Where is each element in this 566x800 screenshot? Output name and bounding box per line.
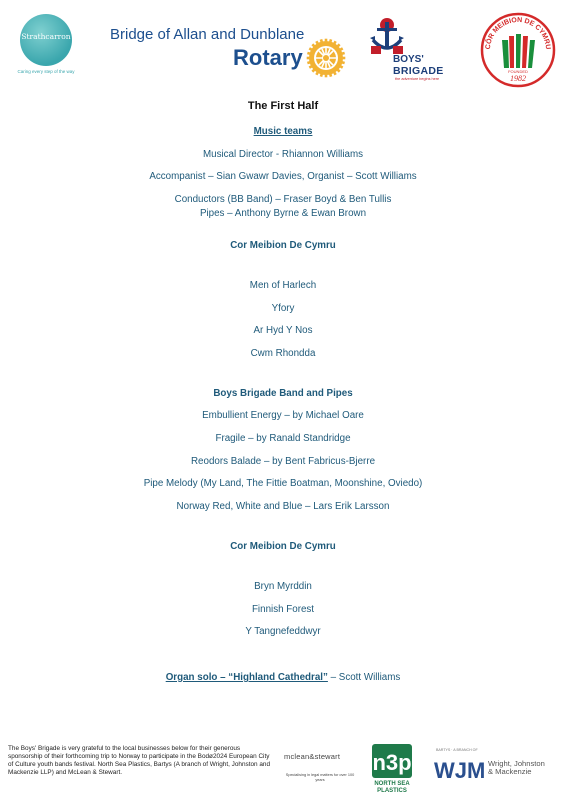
anchor-icon bbox=[367, 16, 407, 56]
cor-founded: FOUNDED bbox=[508, 69, 528, 74]
organ-solo-label: Organ solo – “Highland Cathedral” bbox=[165, 672, 328, 683]
svg-text:n3p: n3p bbox=[372, 750, 412, 775]
strathcarron-subtitle: Caring every step of the way bbox=[17, 69, 75, 74]
nsp-line1: NORTH SEA bbox=[374, 781, 410, 787]
boys-brigade-logo bbox=[367, 16, 455, 84]
conductors: Conductors (BB Band) – Fraser Boyd & Ben Tullis bbox=[174, 194, 392, 205]
svg-text:WJM: WJM bbox=[434, 758, 486, 782]
mclean-stewart-logo bbox=[284, 752, 356, 783]
organ-solo-performer: – Scott Williams bbox=[327, 672, 401, 683]
list-item: Embullient Energy – by Michael Oare bbox=[202, 410, 364, 421]
cor-heading-1: Cor Meibion De Cymru bbox=[230, 240, 336, 251]
wjm-logo bbox=[432, 748, 560, 788]
list-item: Yfory bbox=[271, 303, 295, 314]
strathcarron-logo bbox=[14, 14, 78, 78]
list-item: Bryn Myrddin bbox=[254, 581, 312, 592]
cor-year: 1982 bbox=[510, 74, 526, 83]
rotary-wordmark: Rotary bbox=[233, 45, 303, 70]
rotary-club-name: Bridge of Allan and Dunblane bbox=[110, 26, 305, 43]
list-item: Norway Red, White and Blue – Lars Erik Larsson bbox=[176, 501, 390, 512]
list-item: Men of Harlech bbox=[249, 280, 317, 291]
list-item: Reodors Balade – by Bent Fabricus-Bjerre bbox=[190, 456, 376, 467]
list-item: Ar Hyd Y Nos bbox=[253, 325, 313, 336]
list-item: Fragile – by Ranald Standridge bbox=[215, 433, 351, 444]
header-logos bbox=[0, 0, 566, 92]
accompanist: Accompanist – Sian Gwawr Davies, Organist – Scott Williams bbox=[149, 171, 417, 182]
wjm-mark-icon bbox=[434, 756, 486, 782]
wjm-name bbox=[488, 760, 545, 776]
wjm-line2: & Mackenzie bbox=[488, 767, 532, 776]
music-teams-heading: Music teams bbox=[253, 126, 313, 137]
pipes: Pipes – Anthony Byrne & Ewan Brown bbox=[199, 208, 367, 219]
list-item: Cwm Rhondda bbox=[250, 348, 316, 359]
bb-word-brigade: BRIGADE bbox=[393, 65, 444, 77]
rotary-wheel-icon bbox=[306, 38, 346, 78]
cor-name-arc: CÔR MEIBION DE CYMRU bbox=[484, 16, 552, 50]
nsp-line2: PLASTICS bbox=[377, 788, 407, 794]
cor-meibion-logo bbox=[478, 10, 558, 90]
list-item: Finnish Forest bbox=[251, 604, 315, 615]
mclean-tagline: Specialising in legal matters for over 100 years bbox=[285, 773, 355, 782]
list-item: Pipe Melody (My Land, The Fittie Boatman, Moonshine, Oviedo) bbox=[143, 478, 423, 489]
mclean-name: mclean&stewart bbox=[284, 752, 341, 761]
bb-word-boys: BOYS' bbox=[393, 54, 424, 65]
organ-solo bbox=[0, 672, 566, 683]
bb-tagline: the adventure begins here bbox=[395, 77, 440, 81]
wjm-line1: Wright, Johnston bbox=[488, 759, 545, 768]
musical-director: Musical Director - Rhiannon Williams bbox=[202, 149, 364, 160]
cor-heading-2: Cor Meibion De Cymru bbox=[230, 541, 336, 552]
wjm-top: BARTYS · A BRANCH OF bbox=[436, 748, 478, 752]
sponsor-text: The Boys' Brigade is very grateful to the local businesses below for their generous sponsorship of their forthcoming trip to Norway to participate in the Bodø2024 European City of Culture youth bands festival. North Sea Plastics, Bartys (A branch of Wright, Johnston and Mackenzie LLP) and McLean & Stewart. bbox=[8, 745, 271, 776]
north-sea-plastics-logo bbox=[368, 742, 416, 794]
page-title: The First Half bbox=[247, 100, 319, 112]
strathcarron-name: Strathcarron bbox=[21, 32, 71, 41]
list-item: Y Tangnefeddwyr bbox=[245, 626, 321, 637]
bb-heading: Boys Brigade Band and Pipes bbox=[213, 388, 353, 399]
